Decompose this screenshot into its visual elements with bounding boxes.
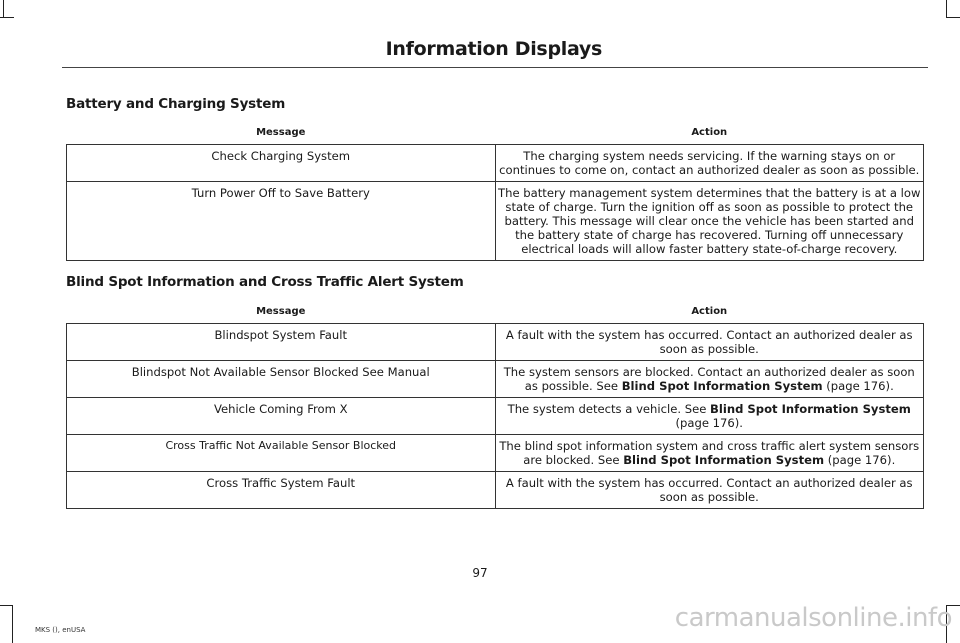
- action-text: (page 176).: [675, 416, 743, 430]
- message-cell: Cross Traffic System Fault: [67, 472, 496, 509]
- message-cell: Turn Power Off to Save Battery: [67, 182, 496, 261]
- action-cell: A fault with the system has occurred. Contact an authorized dealer as soon as possible.: [495, 472, 924, 509]
- table-row: [67, 324, 924, 361]
- table-row: [67, 472, 924, 509]
- crop-mark-top-right-v: [946, 0, 947, 18]
- watermark: carmanualsonline.info: [674, 603, 952, 633]
- message-cell: Vehicle Coming From X: [67, 398, 496, 435]
- action-cell: The battery management system determines that the battery is at a low state of charge. Turn the ignition off as soon as possible to protect the battery. This message will clear once the vehicle has been started and the battery state of charge has recovered. Turning off unnecessary electrical loads will allow faster battery state-of-charge recovery.: [495, 182, 924, 261]
- table-row: [67, 145, 924, 182]
- crop-mark-top-right-h: [946, 17, 960, 18]
- footer-edition-code: MKS (), enUSA: [35, 626, 86, 634]
- table-row: [67, 398, 924, 435]
- table-row: [67, 361, 924, 398]
- section-title-blind-spot: Blind Spot Information and Cross Traffic Alert System: [66, 274, 464, 290]
- action-cell: [495, 361, 924, 398]
- crop-mark-bottom-left-h: [0, 605, 13, 606]
- crop-mark-bottom-left-v: [12, 605, 13, 643]
- column-header-message: Message: [67, 301, 496, 324]
- cross-reference-link[interactable]: Blind Spot Information System: [623, 453, 825, 467]
- table-row: [67, 435, 924, 472]
- message-cell: Blindspot Not Available Sensor Blocked See Manual: [67, 361, 496, 398]
- action-cell: The charging system needs servicing. If the warning stays on or continues to come on, contact an authorized dealer as soon as possible.: [495, 145, 924, 182]
- table-row: [67, 182, 924, 261]
- message-cell: Cross Traffic Not Available Sensor Blocked: [67, 435, 496, 472]
- cross-reference-link[interactable]: Blind Spot Information System: [710, 402, 911, 416]
- blind-spot-messages-table: [66, 301, 924, 509]
- cross-reference-link[interactable]: Blind Spot Information System: [621, 379, 823, 393]
- header-divider: [62, 67, 928, 68]
- column-header-action: Action: [495, 122, 924, 145]
- column-header-action: Action: [495, 301, 924, 324]
- action-text: (page 176).: [824, 453, 896, 467]
- page-number: 97: [472, 566, 488, 580]
- section-title-battery: Battery and Charging System: [66, 96, 286, 112]
- crop-mark-top-left-v: [3, 0, 4, 18]
- action-text: (page 176).: [822, 379, 894, 393]
- action-text: The blind spot information system and cross traffic alert system sensors are blocked. See: [499, 439, 920, 467]
- message-cell: Check Charging System: [67, 145, 496, 182]
- message-cell: Blindspot System Fault: [67, 324, 496, 361]
- column-header-message: Message: [67, 122, 496, 145]
- crop-mark-top-left-h: [0, 17, 14, 18]
- action-cell: [495, 398, 924, 435]
- action-text: The system detects a vehicle. See: [507, 402, 711, 416]
- action-text: The system sensors are blocked. Contact an authorized dealer as soon as possible. See: [503, 365, 915, 393]
- action-cell: [495, 435, 924, 472]
- action-cell: A fault with the system has occurred. Contact an authorized dealer as soon as possible.: [495, 324, 924, 361]
- page-header-title: Information Displays: [385, 38, 602, 60]
- battery-messages-table: [66, 122, 924, 261]
